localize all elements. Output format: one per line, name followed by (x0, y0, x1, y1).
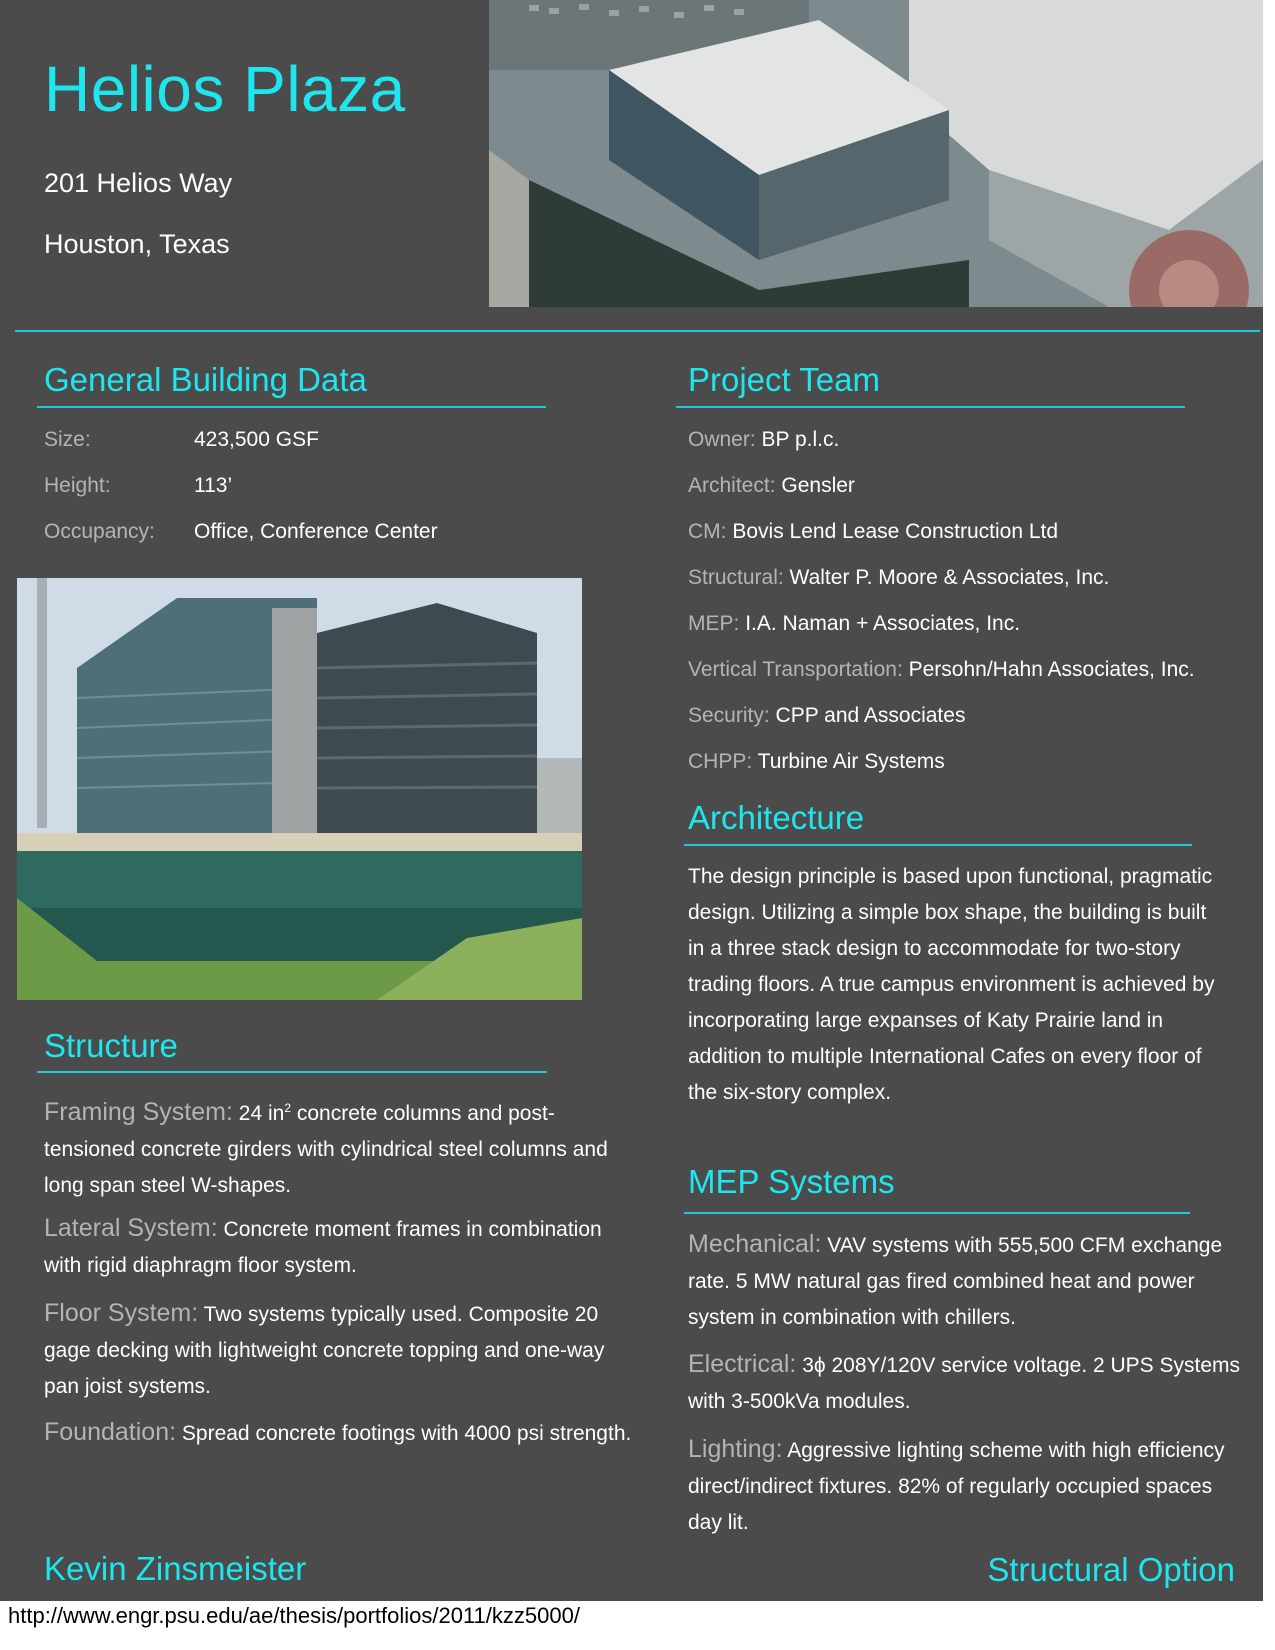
lighting-label: Lighting: (688, 1435, 783, 1463)
option-label: Structural Option (987, 1551, 1235, 1588)
lighting-text (688, 1431, 1248, 1541)
team-row-vertical-transportation (688, 658, 1195, 682)
floor-system-value: Two systems typically used. Composite 20 gage decking with lightweight concrete topping and one-way pan joist systems. (44, 1303, 605, 1398)
address-street: 201 Helios Way (44, 168, 233, 198)
team-label: Structural: (688, 566, 784, 589)
floor-system-text (44, 1295, 634, 1405)
framing-system-value-a: 24 in (238, 1102, 285, 1125)
team-value: CPP and Associates (775, 704, 966, 727)
team-label: Vertical Transportation: (688, 658, 903, 681)
team-row-chpp (688, 750, 945, 774)
team-row-mep (688, 612, 1020, 636)
structure-heading-underline (37, 1071, 547, 1073)
lateral-system-text (44, 1210, 634, 1284)
electrical-value: 3ϕ 208Y/120V service voltage. 2 UPS Systems with 3-500kVa modules. (688, 1354, 1241, 1413)
general-row-size (44, 428, 319, 452)
foundation-text (44, 1414, 634, 1452)
building-pond-photo (17, 578, 582, 1000)
mechanical-text (688, 1226, 1248, 1336)
general-row-occupancy (44, 520, 438, 544)
general-building-data-heading: General Building Data (44, 361, 367, 398)
general-value: 113’ (194, 474, 233, 497)
foundation-value: Spread concrete footings with 4000 psi strength. (181, 1422, 632, 1445)
electrical-text (688, 1346, 1248, 1420)
framing-system-label: Framing System: (44, 1098, 233, 1126)
aerial-building-photo (489, 0, 1263, 307)
team-label: CM: (688, 520, 727, 543)
team-row-cm (688, 520, 1058, 544)
general-value: 423,500 GSF (194, 428, 319, 451)
project-team-heading: Project Team (688, 361, 880, 398)
lighting-value: Aggressive lighting scheme with high efficiency direct/indirect fixtures. 82% of regularly occupied spaces day lit. (688, 1439, 1225, 1534)
general-row-height (44, 474, 233, 498)
general-value: Office, Conference Center (194, 520, 438, 543)
electrical-label: Electrical: (688, 1350, 797, 1378)
floor-system-label: Floor System: (44, 1299, 199, 1327)
architecture-heading: Architecture (688, 799, 865, 836)
framing-system-text (44, 1090, 634, 1204)
mep-systems-heading: MEP Systems (688, 1163, 895, 1200)
team-label: Owner: (688, 428, 756, 451)
team-value: BP p.l.c. (761, 428, 840, 451)
general-label: Height: (44, 474, 111, 497)
architecture-heading-underline (684, 844, 1192, 846)
general-label: Occupancy: (44, 520, 155, 543)
header-divider (15, 330, 1260, 332)
general-heading-underline (37, 406, 546, 408)
team-label: Architect: (688, 474, 776, 497)
author-name: Kevin Zinsmeister (44, 1550, 307, 1587)
team-value: Gensler (781, 474, 855, 497)
team-row-architect (688, 474, 855, 498)
team-label: Security: (688, 704, 770, 727)
framing-system-value-b: concrete columns and post-tensioned concrete girders with cylindrical steel columns and long span steel W-shapes. (44, 1102, 608, 1197)
team-value: Walter P. Moore & Associates, Inc. (789, 566, 1110, 589)
team-label: MEP: (688, 612, 740, 635)
address-city: Houston, Texas (44, 229, 230, 259)
team-value: Persohn/Hahn Associates, Inc. (908, 658, 1195, 681)
lateral-system-value: Concrete moment frames in combination with rigid diaphragm floor system. (44, 1218, 602, 1277)
team-label: CHPP: (688, 750, 753, 773)
framing-system-sup: 2 (284, 1101, 292, 1115)
portfolio-url[interactable]: http://www.engr.psu.edu/ae/thesis/portfolios/2011/kzz5000/ (8, 1603, 580, 1628)
team-row-structural (688, 566, 1109, 590)
mechanical-value: VAV systems with 555,500 CFM exchange rate. 5 MW natural gas fired combined heat and power system in combination with chillers. (688, 1234, 1223, 1329)
team-value: Turbine Air Systems (757, 750, 945, 773)
structure-heading: Structure (44, 1027, 178, 1064)
lateral-system-label: Lateral System: (44, 1214, 218, 1242)
mep-heading-underline (684, 1212, 1190, 1214)
mechanical-label: Mechanical: (688, 1230, 822, 1258)
general-label: Size: (44, 428, 91, 451)
architecture-text: The design principle is based upon functional, pragmatic design. Utilizing a simple box shape, the building is built in a three stack design to accommodate for two-story trading floors. A true campus environment is achieved by incorporating large expanses of Katy Prairie land in addition to multiple International Cafes on every floor of the six-story complex. (688, 865, 1215, 1104)
team-row-security (688, 704, 965, 728)
team-heading-underline (676, 406, 1185, 408)
team-row-owner (688, 428, 839, 452)
page-title: Helios Plaza (44, 53, 406, 125)
team-value: Bovis Lend Lease Construction Ltd (732, 520, 1059, 543)
team-value: I.A. Naman + Associates, Inc. (745, 612, 1021, 635)
foundation-label: Foundation: (44, 1418, 177, 1446)
